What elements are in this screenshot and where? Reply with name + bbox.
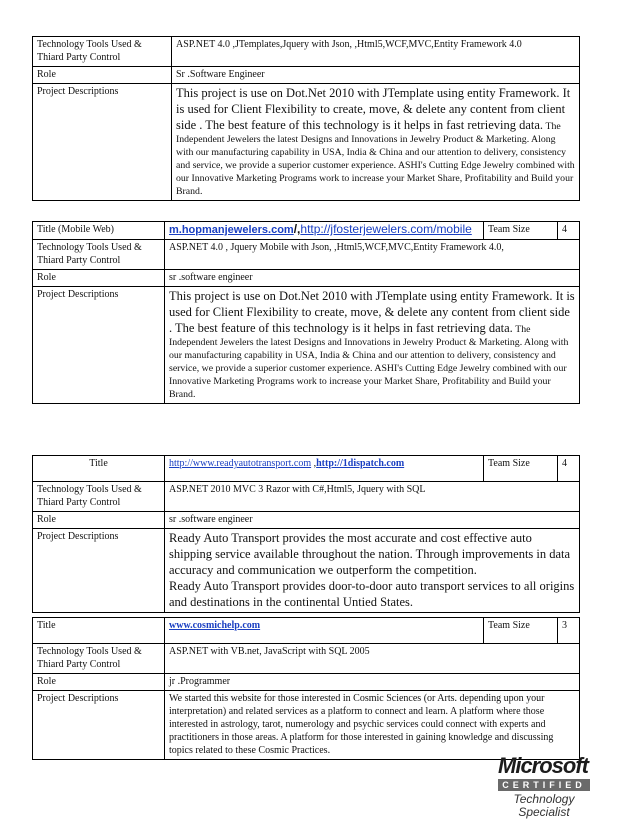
team-size-label: Team Size — [484, 618, 558, 644]
desc-label: Project Descriptions — [33, 287, 165, 404]
project-link-1[interactable]: http://www.readyautotransport.com — [169, 458, 312, 469]
table-row — [33, 618, 580, 644]
desc-label: Project Descriptions — [33, 84, 172, 201]
table-row — [33, 512, 580, 529]
team-size-value: 4 — [558, 222, 580, 240]
table-row — [33, 691, 580, 760]
desc-paragraph-1: Ready Auto Transport provides the most accurate and cost effective auto shipping service available throughout the nation. Through improvements in data accuracy and communication we outperform the competition. — [169, 531, 571, 577]
tech-value: ASP.NET 2010 MVC 3 Razor with C#,Html5, Jquery with SQL — [165, 482, 580, 512]
logo-line-1: Technology — [513, 792, 575, 806]
desc-label: Project Descriptions — [33, 529, 165, 613]
title-label: Title — [33, 456, 165, 482]
role-value: sr .software engineer — [165, 270, 580, 287]
table-row — [33, 84, 580, 201]
desc-label: Project Descriptions — [33, 691, 165, 760]
role-label: Role — [33, 512, 165, 529]
project-link-1[interactable]: www.cosmichelp.com — [169, 620, 261, 631]
table-row — [33, 222, 580, 240]
role-label: Role — [33, 674, 165, 691]
desc-value — [165, 529, 580, 613]
project-link-2[interactable]: http://jfosterjewelers.com/mobile — [300, 222, 472, 236]
logo-certified: CERTIFIED — [498, 779, 590, 791]
table-row — [33, 240, 580, 270]
tech-label: Technology Tools Used & Thiard Party Control — [33, 482, 165, 512]
team-size-value: 3 — [558, 618, 580, 644]
table-row — [33, 287, 580, 404]
project-table-3 — [32, 455, 580, 613]
project-link-2[interactable]: http://1dispatch.com — [316, 458, 405, 469]
desc-value — [172, 84, 580, 201]
tech-label: Technology Tools Used & Thiard Party Control — [33, 37, 172, 67]
project-table-1 — [32, 36, 580, 201]
title-label: Title (Mobile Web) — [33, 222, 165, 240]
table-row — [33, 482, 580, 512]
link-separator: /, — [293, 222, 301, 236]
table-row — [33, 456, 580, 482]
team-size-label: Team Size — [484, 222, 558, 240]
desc-tail-text: The Independent Jewelers the latest Designs and Innovations in Jewelry Product & Marketing. Along with our manufacturing capability in USA, India & China and our attention to delivery, consistency and service, we provide a superior customer experience. ASHI's Cutting Edge Jewelry combined with our Innovative Marketing Programs work to increase your Market Share, Profitability and Build your Brand. — [176, 121, 575, 197]
tech-value: ASP.NET 4.0 ,JTemplates,Jquery with Json, ,Html5,WCF,MVC,Entity Framework 4.0 — [172, 37, 580, 67]
team-size-value: 4 — [558, 456, 580, 482]
tech-value: ASP.NET with VB.net, JavaScript with SQL 2005 — [165, 644, 580, 674]
role-value: Sr .Software Engineer — [172, 67, 580, 84]
title-value — [165, 456, 484, 482]
role-value: sr .software engineer — [165, 512, 580, 529]
logo-line-2: Specialist — [518, 805, 570, 819]
title-label: Title — [33, 618, 165, 644]
tech-label: Technology Tools Used & Thiard Party Control — [33, 240, 165, 270]
project-link-1[interactable]: m.hopmanjewelers.com — [169, 224, 294, 236]
role-label: Role — [33, 270, 165, 287]
title-value — [165, 618, 484, 644]
tech-value: ASP.NET 4.0 , Jquery Mobile with Json, ,Html5,WCF,MVC,Entity Framework 4.0, — [165, 240, 580, 270]
link-separator: , — [311, 458, 317, 469]
desc-main-text: This project is use on Dot.Net 2010 with JTemplate using entity Framework. It is used for Client Flexibility to create, move, & delete any content from client side . The best feature of this technology is it helps in fast retrieving data. — [169, 289, 575, 335]
desc-main-text: This project is use on Dot.Net 2010 with JTemplate using entity Framework. It is used for Client Flexibility to create, move, & delete any content from client side . The best feature of this technology is it helps in fast retrieving data. — [176, 86, 571, 132]
table-row — [33, 37, 580, 67]
microsoft-certified-logo — [498, 755, 590, 823]
desc-value: We started this website for those interested in Cosmic Sciences (or Arts. depending upon your interpretation) and related services as a platform to connect and learn. A platform where those interested in astrology, tarot, numerology and psychic services could connect with experts and practitioners in those areas. A platform for those interested in gaining knowledge and discussing topics related to these Cosmic Practices. — [165, 691, 580, 760]
role-value: jr .Programmer — [165, 674, 580, 691]
logo-brand: Microsoft — [498, 753, 588, 778]
project-table-2 — [32, 221, 580, 404]
desc-tail-text: The Independent Jewelers the latest Designs and Innovations in Jewelry Product & Marketing. Along with our manufacturing capability in USA, India & China and our attention to delivery, consistency and service, we provide a superior customer experience. ASHI's Cutting Edge Jewelry combined with our Innovative Marketing Programs work to increase your Market Share, Profitability and Build your Brand. — [169, 324, 569, 400]
table-row — [33, 644, 580, 674]
desc-value — [165, 287, 580, 404]
table-row — [33, 529, 580, 613]
project-table-4 — [32, 617, 580, 760]
table-row — [33, 270, 580, 287]
desc-paragraph-2: Ready Auto Transport provides door-to-door auto transport services to all origins and destinations in the continental Untied States. — [169, 579, 575, 609]
table-row — [33, 674, 580, 691]
role-label: Role — [33, 67, 172, 84]
title-value — [165, 222, 484, 240]
team-size-label: Team Size — [484, 456, 558, 482]
tech-label: Technology Tools Used & Thiard Party Control — [33, 644, 165, 674]
table-row — [33, 67, 580, 84]
